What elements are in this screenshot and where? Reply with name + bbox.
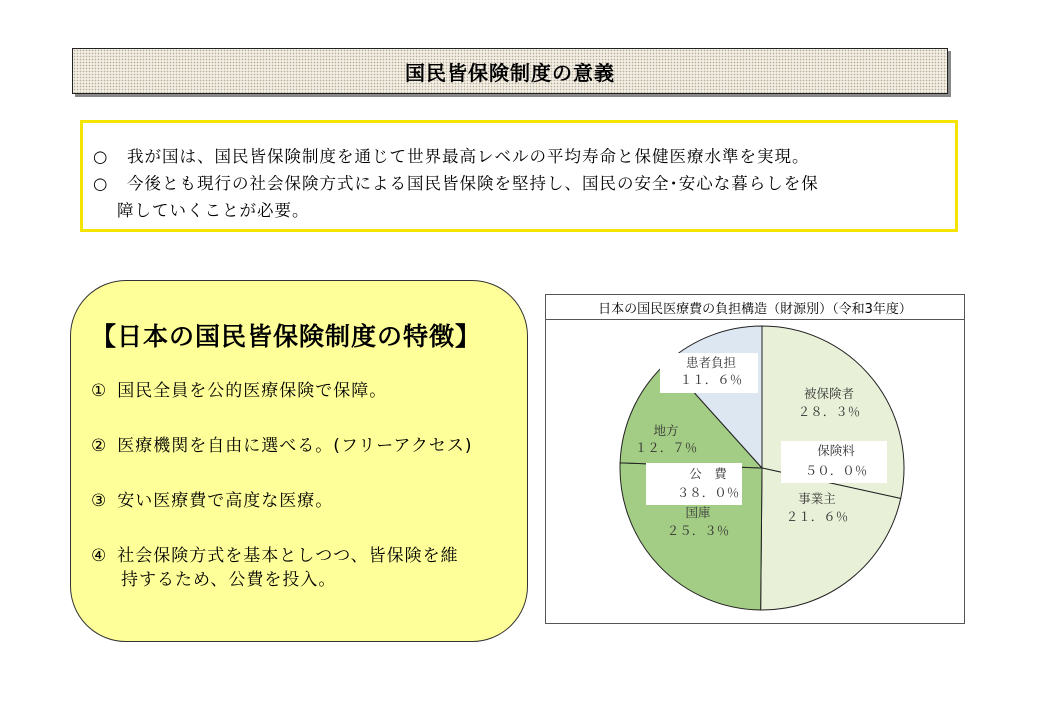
bullet-circle: ○ — [93, 174, 108, 193]
chart-title: 日本の国民医療費の負担構造（財源別）（令和3年度） — [546, 295, 964, 320]
feature-text: 社会保険方式を基本としつつ、皆保険を維 — [117, 546, 459, 566]
group-name-label: 公 費 — [689, 466, 727, 481]
page-title: 国民皆保険制度の意義 — [405, 60, 615, 85]
feature-text: 国民全員を公的医療保険で保障。 — [117, 381, 388, 401]
title-banner — [72, 48, 948, 94]
feature-item-1 — [91, 379, 527, 403]
slice-value-label: ２５．３％ — [666, 523, 730, 538]
feature-number: ③ — [91, 491, 108, 511]
slice-name-label: 患者負担 — [685, 355, 737, 370]
slice-value-label: １１．６％ — [679, 372, 743, 387]
slice-value-label: ２８．３％ — [797, 404, 861, 419]
slice-name-label: 国庫 — [685, 505, 711, 520]
slice-value-label: ２１．６％ — [785, 509, 849, 524]
slice-name-label: 事業主 — [798, 491, 836, 506]
features-heading: 【日本の国民皆保険制度の特徴】 — [91, 322, 482, 351]
feature-text: 安い医療費で高度な医療。 — [117, 491, 334, 511]
summary-box — [80, 120, 958, 232]
feature-item-3 — [91, 489, 527, 513]
group-name-label: 保険料 — [817, 443, 855, 458]
feature-number: ④ — [91, 546, 108, 566]
feature-item-4 — [91, 544, 527, 592]
group-value-label: ３８．０％ — [676, 485, 740, 500]
feature-number: ② — [91, 436, 108, 456]
slice-name-label: 被保険者 — [803, 386, 855, 401]
summary-line-2 — [93, 170, 945, 197]
feature-number: ① — [91, 381, 108, 401]
summary-text-2-cont: 障していくことが必要。 — [117, 201, 310, 220]
summary-line-1 — [93, 143, 945, 170]
summary-text-1: 我が国は、国民皆保険制度を通じて世界最高レベルの平均寿命と保健医療水準を実現。 — [127, 147, 810, 166]
summary-text-2: 今後とも現行の社会保険方式による国民皆保険を堅持し、国民の安全･安心な暮らしを保 — [127, 174, 819, 193]
slice-name-label: 地方 — [653, 423, 679, 438]
group-value-label: ５０．０％ — [804, 463, 868, 478]
feature-text: 医療機関を自由に選べる。(フリーアクセス) — [117, 436, 473, 456]
feature-item-2 — [91, 434, 527, 458]
slice-value-label: １２．７％ — [634, 440, 698, 455]
features-box — [70, 280, 528, 642]
bullet-circle: ○ — [93, 147, 108, 166]
feature-text-cont: 持するため、公費を投入。 — [121, 570, 337, 590]
pie-chart-panel — [545, 294, 965, 624]
pie-chart — [546, 295, 966, 625]
